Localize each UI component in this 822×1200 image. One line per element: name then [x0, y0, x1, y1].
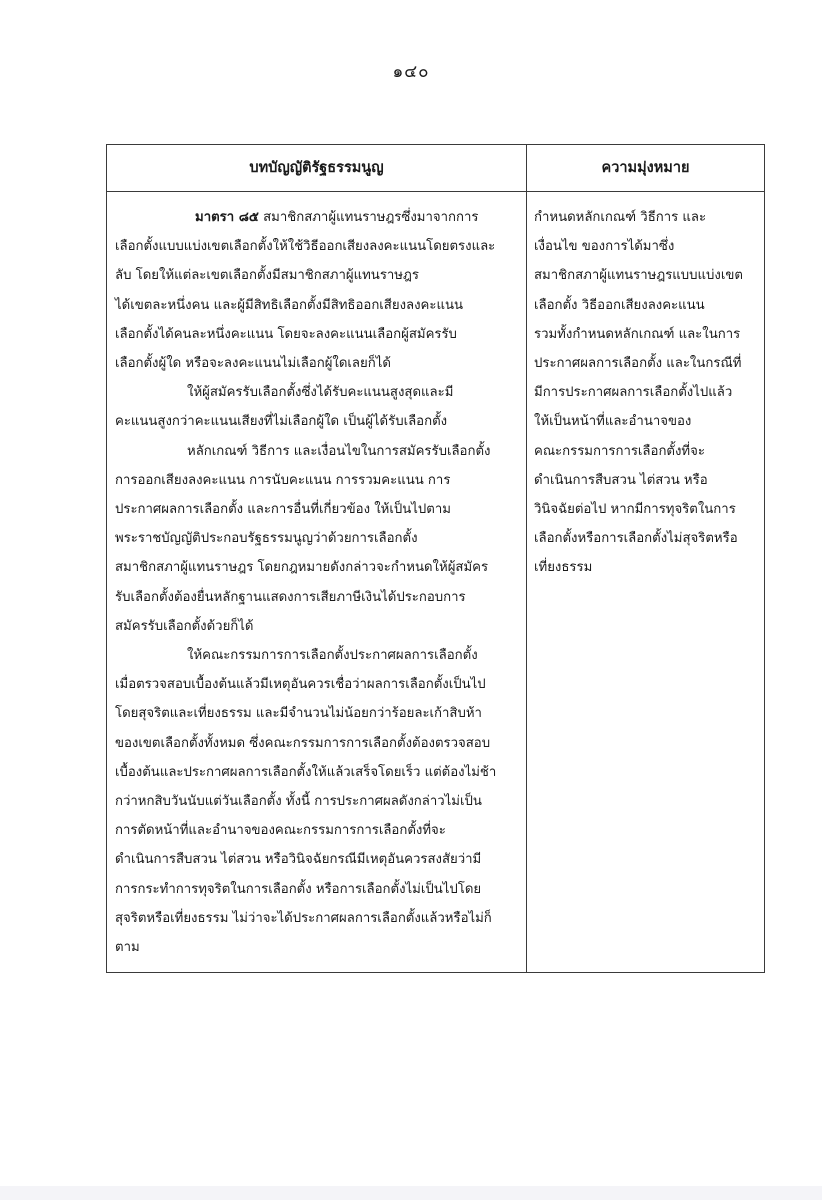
provision-line: สมาชิกสภาผู้แทนราษฎรซึ่งมาจากการ [263, 210, 479, 225]
provision-line: พระราชบัญญัติประกอบรัฐธรรมนูญว่าด้วยการเลือกตั้ง [115, 531, 418, 547]
purpose-line: เงื่อนไข ของการได้มาซึ่ง [534, 239, 675, 255]
purpose-line: สมาชิกสภาผู้แทนราษฎรแบบแบ่งเขต [534, 268, 743, 284]
provision-line: กว่าหกสิบวันนับแต่วันเลือกตั้ง ทั้งนี้ การประกาศผลดังกล่าวไม่เป็น [115, 794, 482, 810]
purpose-line: เที่ยงธรรม [534, 560, 593, 576]
provision-line: เลือกตั้งผู้ใด หรือจะลงคะแนนไม่เลือกผู้ใดเลยก็ได้ [115, 356, 391, 372]
provision-line: ให้คณะกรรมการการเลือกตั้งประกาศผลการเลือกตั้ง [187, 648, 478, 664]
purpose-line: ให้เป็นหน้าที่และอำนาจของ [534, 414, 692, 430]
purpose-line: ดำเนินการสืบสวน ไต่สวน หรือ [534, 472, 708, 488]
provision-line: ของเขตเลือกตั้งทั้งหมด ซึ่งคณะกรรมการการเลือกตั้งต้องตรวจสอบ [115, 735, 491, 751]
section-first-line [115, 203, 519, 232]
purpose-line: ประกาศผลการเลือกตั้ง และในกรณีที่ [534, 356, 742, 372]
provision-line: ให้ผู้สมัครรับเลือกตั้งซึ่งได้รับคะแนนสูงสุดและมี [187, 385, 454, 401]
provision-line: สุจริตหรือเที่ยงธรรม ไม่ว่าจะได้ประกาศผลการเลือกตั้งแล้วหรือไม่ก็ [115, 910, 492, 926]
column-divider [526, 145, 527, 972]
purpose-line: รวมทั้งกำหนดหลักเกณฑ์ และในการ [534, 326, 741, 342]
provision-line: เลือกตั้งได้คนละหนึ่งคะแนน โดยจะลงคะแนนเลือกผู้สมัครรับ [115, 326, 457, 342]
provision-line: หลักเกณฑ์ วิธีการ และเงื่อนไขในการสมัครรับเลือกตั้ง [187, 443, 491, 459]
provision-line: เลือกตั้งแบบแบ่งเขตเลือกตั้งให้ใช้วิธีออกเสียงลงคะแนนโดยตรงและ [115, 239, 496, 255]
header-purpose: ความมุ่งหมาย [601, 160, 690, 176]
provision-line: สมาชิกสภาผู้แทนราษฎร โดยกฎหมายดังกล่าวจะกำหนดให้ผู้สมัคร [115, 560, 489, 576]
constitution-table [106, 144, 765, 973]
purpose-line: กำหนดหลักเกณฑ์ วิธีการ และ [534, 210, 707, 225]
section-label: มาตรา ๘๕ [195, 210, 259, 225]
provision-line: รับเลือกตั้งต้องยื่นหลักฐานแสดงการเสียภาษีเงินได้ประกอบการ [115, 589, 466, 605]
provision-line: ประกาศผลการเลือกตั้ง และการอื่นที่เกี่ยวข้อง ให้เป็นไปตาม [115, 502, 451, 518]
provision-line: สมัครรับเลือกตั้งด้วยก็ได้ [115, 618, 254, 634]
table-header-row [107, 145, 764, 192]
purpose-cell [534, 203, 760, 583]
provision-line: โดยสุจริตและเที่ยงธรรม และมีจำนวนไม่น้อยกว่าร้อยละเก้าสิบห้า [115, 706, 482, 722]
provision-line: เมื่อตรวจสอบเบื้องต้นแล้วมีเหตุอันควรเชื่อว่าผลการเลือกตั้งเป็นไป [115, 677, 486, 693]
purpose-line: เลือกตั้งหรือการเลือกตั้งไม่สุจริตหรือ [534, 531, 738, 547]
provision-line: ตาม [115, 940, 140, 956]
purpose-line: คณะกรรมการการเลือกตั้งที่จะ [534, 443, 705, 459]
provision-line: การกระทำการทุจริตในการเลือกตั้ง หรือการเลือกตั้งไม่เป็นไปโดย [115, 881, 482, 897]
header-provisions: บทบัญญัติรัฐธรรมนูญ [249, 160, 384, 176]
provision-line: ดำเนินการสืบสวน ไต่สวน หรือวินิจฉัยกรณีมีเหตุอันควรสงสัยว่ามี [115, 852, 482, 868]
purpose-line: มีการประกาศผลการเลือกตั้งไปแล้ว [534, 385, 733, 401]
provision-line: เบื้องต้นและประกาศผลการเลือกตั้งให้แล้วเสร็จโดยเร็ว แต่ต้องไม่ช้า [115, 764, 497, 780]
provision-line: การตัดหน้าที่และอำนาจของคณะกรรมการการเลือกตั้งที่จะ [115, 823, 446, 839]
provision-line: ลับ โดยให้แต่ละเขตเลือกตั้งมีสมาชิกสภาผู้แทนราษฎร [115, 268, 419, 284]
page-number: ๑๔๐ [392, 62, 430, 82]
purpose-line: เลือกตั้ง วิธีออกเสียงลงคะแนน [534, 297, 705, 313]
bottom-bar [0, 1186, 822, 1200]
provision-line: ได้เขตละหนึ่งคน และผู้มีสิทธิเลือกตั้งมีสิทธิออกเสียงลงคะแนน [115, 297, 463, 313]
provisions-cell [115, 203, 519, 962]
provision-line: คะแนนสูงกว่าคะแนนเสียงที่ไม่เลือกผู้ใด เป็นผู้ได้รับเลือกตั้ง [115, 414, 448, 430]
purpose-line: วินิจฉัยต่อไป หากมีการทุจริตในการ [534, 502, 736, 518]
provision-line: การออกเสียงลงคะแนน การนับคะแนน การรวมคะแนน การ [115, 472, 451, 488]
